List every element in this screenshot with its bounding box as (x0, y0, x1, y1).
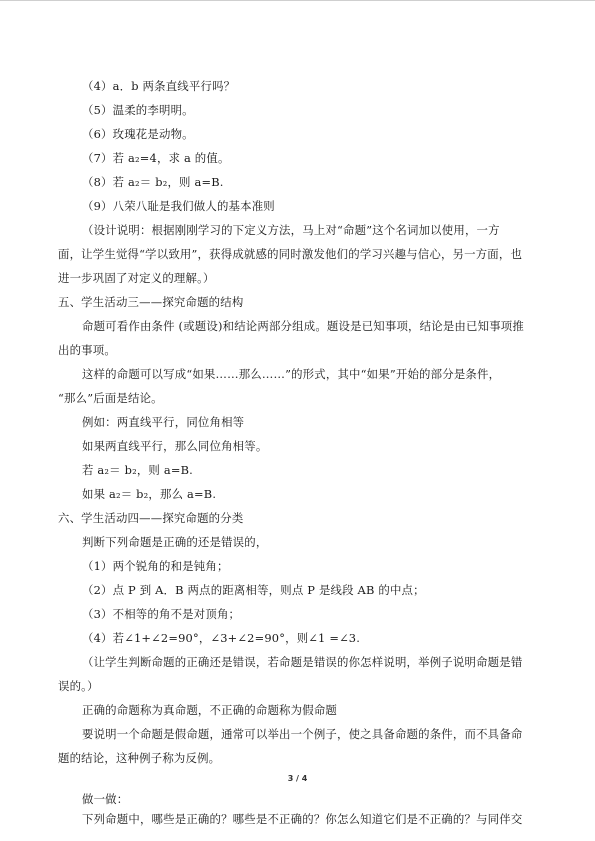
text-line: （设计说明：根据刚刚学习的下定义方法，马上对“命题”这个名词加以使用，一方 (82, 223, 500, 237)
text-line: （2）点 P 到 A．B 两点的距离相等，则点 P 是线段 AB 的中点； (82, 583, 425, 597)
text-line: 做一做： (82, 792, 129, 806)
text-line: 题的结论，这种例子称为反例。 (58, 751, 221, 765)
text-line: 判断下列命题是正确的还是错误的， (82, 535, 268, 549)
text-line: （1）两个锐角的和是钝角； (82, 559, 229, 573)
text-line: 面，让学生觉得“学以致用”，获得成就感的同时激发他们的学习兴趣与信心，另一方面，也 (58, 247, 523, 261)
text-line: “那么”后面是结论。 (58, 391, 163, 405)
text-line: 若 a₂＝ b₂，则 a=B. (82, 463, 193, 477)
text-line: （9）八荣八耻是我们做人的基本准则 (82, 199, 275, 213)
text-line: （3）不相等的角不是对顶角； (82, 607, 241, 621)
text-line: 如果 a₂＝ b₂，那么 a=B. (82, 487, 217, 501)
text-line: （4）若∠1+∠2=90°，∠3+∠2=90°，则∠1 =∠3. (82, 631, 361, 645)
text-line: （7）若 a₂=4，求 a 的值。 (82, 151, 230, 165)
text-line: 如果两直线平行，那么同位角相等。 (82, 439, 268, 453)
text-line: 进一步巩固了对定义的理解。） (58, 271, 215, 285)
text-line: （4）a．b 两条直线平行吗？ (82, 79, 236, 93)
text-line: 命题可看作由条件 (或题设)和结论两部分组成。题设是已知事项，结论是由已知事项推 (82, 319, 524, 333)
text-line: （8）若 a₂＝ b₂，则 a=B. (82, 175, 224, 189)
text-line: 要说明一个命题是假命题，通常可以举出一个例子，使之具备命题的条件，而不具备命 (82, 727, 523, 741)
text-line: 误的。） (58, 679, 99, 693)
text-line: 这样的命题可以写成“如果……那么……”的形式，其中“如果”开始的部分是条件， (82, 367, 501, 381)
text-line: 例如：两直线平行，同位角相等 (82, 415, 245, 429)
page-top-rule (0, 0, 595, 1)
page-number: 3 / 4 (287, 774, 308, 783)
section-heading: 六、学生活动四——探究命题的分类 (58, 511, 244, 525)
text-line: 下列命题中，哪些是正确的？哪些是不正确的？你怎么知道它们是不正确的？与同伴交 (82, 812, 523, 826)
text-line: （让学生判断命题的正确还是错误，若命题是错误的你怎样说明，举例子说明命题是错 (82, 655, 523, 669)
text-line: （6）玫瑰花是动物。 (82, 127, 194, 141)
text-line: 正确的命题称为真命题，不正确的命题称为假命题 (82, 703, 337, 717)
section-heading: 五、学生活动三——探究命题的结构 (58, 295, 244, 309)
text-line: （5）温柔的李明明。 (82, 103, 194, 117)
text-line: 出的事项。 (58, 343, 116, 357)
